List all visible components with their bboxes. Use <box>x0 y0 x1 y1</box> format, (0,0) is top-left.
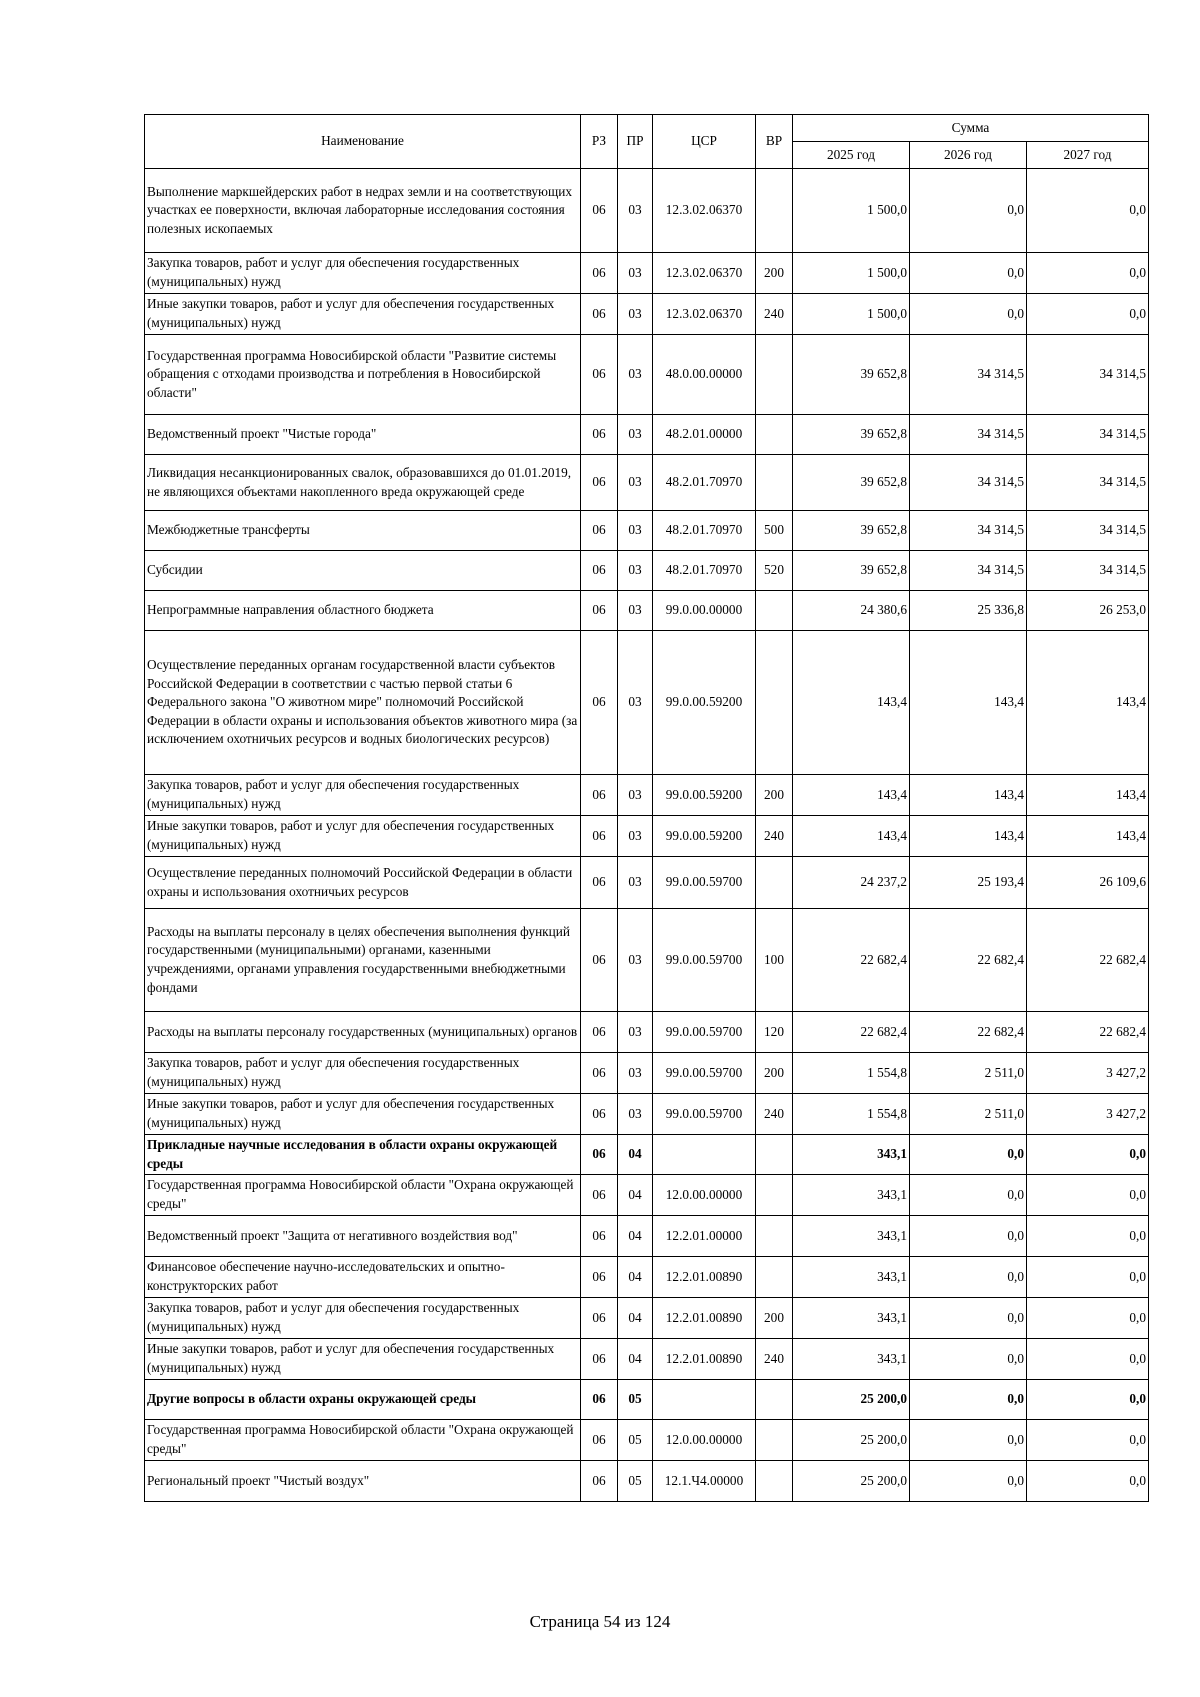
table-row <box>145 1339 1149 1380</box>
cell-csr: 99.0.00.59200 <box>653 775 756 816</box>
cell-rz: 06 <box>581 1380 618 1420</box>
cell-sum-2026: 143,4 <box>910 631 1027 775</box>
cell-sum-2025: 22 682,4 <box>793 1012 910 1053</box>
cell-vr: 520 <box>756 551 793 591</box>
cell-csr: 12.2.01.00890 <box>653 1257 756 1298</box>
budget-table <box>144 114 1149 1502</box>
cell-sum-2027: 0,0 <box>1027 1339 1149 1380</box>
table-row <box>145 1461 1149 1502</box>
cell-sum-2025: 343,1 <box>793 1257 910 1298</box>
cell-sum-2027: 22 682,4 <box>1027 909 1149 1012</box>
header-rz: РЗ <box>581 115 618 169</box>
cell-name: Осуществление переданных полномочий Российской Федерации в области охраны и использования охотничьих ресурсов <box>145 857 581 909</box>
cell-pr: 03 <box>618 816 653 857</box>
cell-vr <box>756 1420 793 1461</box>
cell-sum-2027: 0,0 <box>1027 1175 1149 1216</box>
cell-sum-2026: 0,0 <box>910 253 1027 294</box>
cell-rz: 06 <box>581 551 618 591</box>
table-row <box>145 631 1149 775</box>
cell-name: Ведомственный проект "Защита от негативного воздействия вод" <box>145 1216 581 1257</box>
cell-pr: 03 <box>618 909 653 1012</box>
cell-sum-2025: 24 237,2 <box>793 857 910 909</box>
cell-vr: 500 <box>756 511 793 551</box>
cell-vr: 100 <box>756 909 793 1012</box>
cell-sum-2027: 26 109,6 <box>1027 857 1149 909</box>
cell-sum-2026: 2 511,0 <box>910 1094 1027 1135</box>
cell-vr: 240 <box>756 294 793 335</box>
cell-pr: 03 <box>618 551 653 591</box>
cell-rz: 06 <box>581 335 618 415</box>
cell-csr: 48.2.01.70970 <box>653 551 756 591</box>
cell-name: Закупка товаров, работ и услуг для обеспечения государственных (муниципальных) нужд <box>145 253 581 294</box>
cell-vr <box>756 415 793 455</box>
cell-sum-2026: 0,0 <box>910 294 1027 335</box>
header-csr: ЦСР <box>653 115 756 169</box>
table-row <box>145 1216 1149 1257</box>
cell-sum-2027: 0,0 <box>1027 1461 1149 1502</box>
cell-sum-2025: 1 554,8 <box>793 1053 910 1094</box>
cell-sum-2025: 39 652,8 <box>793 511 910 551</box>
cell-sum-2025: 25 200,0 <box>793 1380 910 1420</box>
cell-sum-2026: 22 682,4 <box>910 909 1027 1012</box>
cell-sum-2025: 1 500,0 <box>793 253 910 294</box>
table-row <box>145 1135 1149 1175</box>
table-row <box>145 909 1149 1012</box>
cell-pr: 05 <box>618 1380 653 1420</box>
cell-csr: 12.2.01.00890 <box>653 1339 756 1380</box>
cell-pr: 04 <box>618 1257 653 1298</box>
cell-rz: 06 <box>581 1257 618 1298</box>
cell-csr: 99.0.00.59700 <box>653 909 756 1012</box>
cell-name: Субсидии <box>145 551 581 591</box>
cell-csr: 12.2.01.00890 <box>653 1298 756 1339</box>
table-row <box>145 1380 1149 1420</box>
table-row <box>145 1257 1149 1298</box>
cell-sum-2026: 0,0 <box>910 1175 1027 1216</box>
cell-sum-2027: 0,0 <box>1027 294 1149 335</box>
cell-csr: 12.1.Ч4.00000 <box>653 1461 756 1502</box>
cell-vr: 240 <box>756 1339 793 1380</box>
cell-vr <box>756 455 793 511</box>
cell-sum-2027: 143,4 <box>1027 775 1149 816</box>
cell-sum-2025: 343,1 <box>793 1298 910 1339</box>
cell-vr <box>756 335 793 415</box>
cell-pr: 03 <box>618 631 653 775</box>
cell-rz: 06 <box>581 169 618 253</box>
cell-sum-2025: 39 652,8 <box>793 455 910 511</box>
table-row <box>145 1094 1149 1135</box>
cell-sum-2026: 143,4 <box>910 775 1027 816</box>
cell-sum-2026: 0,0 <box>910 1257 1027 1298</box>
cell-vr: 240 <box>756 1094 793 1135</box>
cell-vr: 120 <box>756 1012 793 1053</box>
cell-pr: 03 <box>618 1012 653 1053</box>
cell-name: Ликвидация несанкционированных свалок, образовавшихся до 01.01.2019, не являющихся объектами накопленного вреда окружающей среде <box>145 455 581 511</box>
cell-name: Иные закупки товаров, работ и услуг для обеспечения государственных (муниципальных) нужд <box>145 294 581 335</box>
cell-csr: 12.3.02.06370 <box>653 169 756 253</box>
cell-sum-2027: 34 314,5 <box>1027 335 1149 415</box>
cell-sum-2027: 143,4 <box>1027 631 1149 775</box>
cell-pr: 03 <box>618 1053 653 1094</box>
cell-pr: 03 <box>618 253 653 294</box>
table-row <box>145 857 1149 909</box>
cell-sum-2026: 0,0 <box>910 1135 1027 1175</box>
table-row <box>145 551 1149 591</box>
header-vr: ВР <box>756 115 793 169</box>
cell-sum-2026: 0,0 <box>910 1339 1027 1380</box>
cell-sum-2027: 34 314,5 <box>1027 551 1149 591</box>
table-row <box>145 591 1149 631</box>
cell-csr: 12.3.02.06370 <box>653 294 756 335</box>
cell-rz: 06 <box>581 857 618 909</box>
cell-name: Другие вопросы в области охраны окружающей среды <box>145 1380 581 1420</box>
cell-rz: 06 <box>581 1216 618 1257</box>
cell-sum-2027: 0,0 <box>1027 1216 1149 1257</box>
table-row <box>145 294 1149 335</box>
cell-rz: 06 <box>581 1420 618 1461</box>
cell-pr: 04 <box>618 1298 653 1339</box>
cell-name: Выполнение маркшейдерских работ в недрах земли и на соответствующих участках ее поверхности, включая лабораторные исследования состояния полезных ископаемых <box>145 169 581 253</box>
cell-pr: 03 <box>618 1094 653 1135</box>
cell-csr: 48.0.00.00000 <box>653 335 756 415</box>
cell-rz: 06 <box>581 1053 618 1094</box>
cell-rz: 06 <box>581 909 618 1012</box>
cell-pr: 04 <box>618 1175 653 1216</box>
cell-rz: 06 <box>581 1012 618 1053</box>
cell-rz: 06 <box>581 1135 618 1175</box>
cell-pr: 04 <box>618 1135 653 1175</box>
cell-pr: 03 <box>618 775 653 816</box>
cell-csr <box>653 1380 756 1420</box>
cell-csr: 12.0.00.00000 <box>653 1175 756 1216</box>
cell-name: Финансовое обеспечение научно-исследовательских и опытно-конструкторских работ <box>145 1257 581 1298</box>
cell-pr: 03 <box>618 415 653 455</box>
table-header <box>145 115 1149 169</box>
cell-rz: 06 <box>581 253 618 294</box>
cell-rz: 06 <box>581 415 618 455</box>
cell-sum-2025: 24 380,6 <box>793 591 910 631</box>
cell-sum-2026: 143,4 <box>910 816 1027 857</box>
cell-sum-2025: 25 200,0 <box>793 1461 910 1502</box>
table-row <box>145 816 1149 857</box>
cell-sum-2025: 343,1 <box>793 1339 910 1380</box>
cell-sum-2025: 39 652,8 <box>793 335 910 415</box>
cell-csr: 99.0.00.59200 <box>653 631 756 775</box>
table-row <box>145 253 1149 294</box>
cell-sum-2025: 343,1 <box>793 1135 910 1175</box>
cell-vr <box>756 169 793 253</box>
cell-vr <box>756 857 793 909</box>
cell-sum-2027: 0,0 <box>1027 169 1149 253</box>
cell-sum-2026: 0,0 <box>910 1216 1027 1257</box>
cell-sum-2026: 34 314,5 <box>910 415 1027 455</box>
cell-csr: 12.0.00.00000 <box>653 1420 756 1461</box>
cell-sum-2027: 22 682,4 <box>1027 1012 1149 1053</box>
cell-name: Региональный проект "Чистый воздух" <box>145 1461 581 1502</box>
cell-name: Государственная программа Новосибирской области "Охрана окружающей среды" <box>145 1420 581 1461</box>
cell-name: Закупка товаров, работ и услуг для обеспечения государственных (муниципальных) нужд <box>145 1053 581 1094</box>
cell-sum-2026: 2 511,0 <box>910 1053 1027 1094</box>
cell-name: Межбюджетные трансферты <box>145 511 581 551</box>
cell-pr: 03 <box>618 511 653 551</box>
cell-vr <box>756 1175 793 1216</box>
cell-sum-2027: 3 427,2 <box>1027 1053 1149 1094</box>
cell-name: Закупка товаров, работ и услуг для обеспечения государственных (муниципальных) нужд <box>145 1298 581 1339</box>
cell-vr: 200 <box>756 1298 793 1339</box>
cell-name: Расходы на выплаты персоналу в целях обеспечения выполнения функций государственными (муниципальными) органами, казенными учреждениями, органами управления государственными внебюджетными фондами <box>145 909 581 1012</box>
cell-sum-2025: 39 652,8 <box>793 551 910 591</box>
cell-sum-2027: 0,0 <box>1027 1420 1149 1461</box>
cell-pr: 03 <box>618 335 653 415</box>
table-row <box>145 335 1149 415</box>
cell-sum-2026: 34 314,5 <box>910 455 1027 511</box>
cell-rz: 06 <box>581 1298 618 1339</box>
cell-vr <box>756 1135 793 1175</box>
cell-sum-2027: 34 314,5 <box>1027 415 1149 455</box>
cell-pr: 03 <box>618 455 653 511</box>
table-row <box>145 511 1149 551</box>
cell-sum-2027: 3 427,2 <box>1027 1094 1149 1135</box>
header-year-2027: 2027 год <box>1027 142 1149 169</box>
cell-sum-2025: 25 200,0 <box>793 1420 910 1461</box>
table-row <box>145 1053 1149 1094</box>
cell-vr <box>756 1257 793 1298</box>
cell-name: Прикладные научные исследования в области охраны окружающей среды <box>145 1135 581 1175</box>
cell-csr: 48.2.01.70970 <box>653 511 756 551</box>
cell-sum-2026: 22 682,4 <box>910 1012 1027 1053</box>
cell-sum-2026: 0,0 <box>910 1380 1027 1420</box>
cell-sum-2025: 1 554,8 <box>793 1094 910 1135</box>
cell-rz: 06 <box>581 1339 618 1380</box>
cell-rz: 06 <box>581 631 618 775</box>
cell-sum-2025: 343,1 <box>793 1175 910 1216</box>
table-row <box>145 415 1149 455</box>
header-year-2025: 2025 год <box>793 142 910 169</box>
cell-rz: 06 <box>581 1175 618 1216</box>
cell-sum-2025: 143,4 <box>793 816 910 857</box>
cell-vr: 200 <box>756 253 793 294</box>
cell-csr: 12.3.02.06370 <box>653 253 756 294</box>
cell-pr: 04 <box>618 1216 653 1257</box>
cell-csr: 99.0.00.59700 <box>653 1094 756 1135</box>
header-pr: ПР <box>618 115 653 169</box>
cell-csr: 48.2.01.00000 <box>653 415 756 455</box>
cell-vr <box>756 1216 793 1257</box>
table-body <box>145 169 1149 1502</box>
cell-rz: 06 <box>581 511 618 551</box>
cell-pr: 03 <box>618 591 653 631</box>
cell-sum-2027: 0,0 <box>1027 253 1149 294</box>
cell-vr: 200 <box>756 1053 793 1094</box>
cell-sum-2027: 26 253,0 <box>1027 591 1149 631</box>
cell-name: Иные закупки товаров, работ и услуг для обеспечения государственных (муниципальных) нужд <box>145 1339 581 1380</box>
cell-sum-2026: 34 314,5 <box>910 335 1027 415</box>
cell-csr: 99.0.00.59700 <box>653 1012 756 1053</box>
cell-csr: 48.2.01.70970 <box>653 455 756 511</box>
cell-sum-2025: 1 500,0 <box>793 169 910 253</box>
table-row <box>145 455 1149 511</box>
table-row <box>145 1298 1149 1339</box>
cell-sum-2026: 0,0 <box>910 1461 1027 1502</box>
table-row <box>145 1012 1149 1053</box>
cell-sum-2026: 0,0 <box>910 169 1027 253</box>
cell-rz: 06 <box>581 1094 618 1135</box>
cell-name: Осуществление переданных органам государственной власти субъектов Российской Федерации в соответствии с частью первой статьи 6 Федерального закона "О животном мире" полномочий Российской Федерации в области охраны и использования объектов животного мира (за исключением охотничьих ресурсов и водных биологических ресурсов) <box>145 631 581 775</box>
cell-csr: 99.0.00.59700 <box>653 857 756 909</box>
cell-sum-2025: 143,4 <box>793 775 910 816</box>
cell-sum-2026: 34 314,5 <box>910 511 1027 551</box>
header-year-2026: 2026 год <box>910 142 1027 169</box>
cell-sum-2027: 0,0 <box>1027 1257 1149 1298</box>
cell-csr: 99.0.00.59200 <box>653 816 756 857</box>
cell-csr: 12.2.01.00000 <box>653 1216 756 1257</box>
cell-pr: 03 <box>618 857 653 909</box>
cell-sum-2025: 22 682,4 <box>793 909 910 1012</box>
cell-csr: 99.0.00.00000 <box>653 591 756 631</box>
cell-vr: 240 <box>756 816 793 857</box>
cell-name: Государственная программа Новосибирской области "Охрана окружающей среды" <box>145 1175 581 1216</box>
cell-sum-2025: 39 652,8 <box>793 415 910 455</box>
table-row <box>145 1420 1149 1461</box>
cell-vr <box>756 591 793 631</box>
cell-vr: 200 <box>756 775 793 816</box>
cell-sum-2026: 0,0 <box>910 1298 1027 1339</box>
cell-sum-2025: 1 500,0 <box>793 294 910 335</box>
cell-sum-2027: 34 314,5 <box>1027 455 1149 511</box>
cell-sum-2027: 0,0 <box>1027 1380 1149 1420</box>
cell-sum-2026: 0,0 <box>910 1420 1027 1461</box>
cell-name: Иные закупки товаров, работ и услуг для обеспечения государственных (муниципальных) нужд <box>145 1094 581 1135</box>
cell-pr: 05 <box>618 1461 653 1502</box>
cell-csr: 99.0.00.59700 <box>653 1053 756 1094</box>
table-row <box>145 775 1149 816</box>
cell-rz: 06 <box>581 1461 618 1502</box>
cell-name: Непрограммные направления областного бюджета <box>145 591 581 631</box>
cell-csr <box>653 1135 756 1175</box>
cell-sum-2027: 0,0 <box>1027 1135 1149 1175</box>
table-row <box>145 169 1149 253</box>
cell-name: Расходы на выплаты персоналу государственных (муниципальных) органов <box>145 1012 581 1053</box>
cell-rz: 06 <box>581 816 618 857</box>
table-row <box>145 1175 1149 1216</box>
cell-sum-2026: 34 314,5 <box>910 551 1027 591</box>
cell-name: Закупка товаров, работ и услуг для обеспечения государственных (муниципальных) нужд <box>145 775 581 816</box>
cell-rz: 06 <box>581 294 618 335</box>
cell-sum-2027: 34 314,5 <box>1027 511 1149 551</box>
cell-sum-2026: 25 336,8 <box>910 591 1027 631</box>
cell-pr: 03 <box>618 169 653 253</box>
cell-vr <box>756 631 793 775</box>
cell-sum-2027: 0,0 <box>1027 1298 1149 1339</box>
cell-sum-2026: 25 193,4 <box>910 857 1027 909</box>
cell-rz: 06 <box>581 775 618 816</box>
cell-sum-2025: 143,4 <box>793 631 910 775</box>
cell-vr <box>756 1380 793 1420</box>
cell-vr <box>756 1461 793 1502</box>
cell-pr: 05 <box>618 1420 653 1461</box>
cell-name: Иные закупки товаров, работ и услуг для обеспечения государственных (муниципальных) нужд <box>145 816 581 857</box>
cell-pr: 03 <box>618 294 653 335</box>
header-sum: Сумма <box>793 115 1149 142</box>
cell-sum-2027: 143,4 <box>1027 816 1149 857</box>
cell-rz: 06 <box>581 591 618 631</box>
cell-name: Ведомственный проект "Чистые города" <box>145 415 581 455</box>
header-name: Наименование <box>145 115 581 169</box>
cell-rz: 06 <box>581 455 618 511</box>
cell-sum-2025: 343,1 <box>793 1216 910 1257</box>
cell-pr: 04 <box>618 1339 653 1380</box>
cell-name: Государственная программа Новосибирской области "Развитие системы обращения с отходами производства и потребления в Новосибирской области" <box>145 335 581 415</box>
page-number: Страница 54 из 124 <box>529 1612 671 1631</box>
